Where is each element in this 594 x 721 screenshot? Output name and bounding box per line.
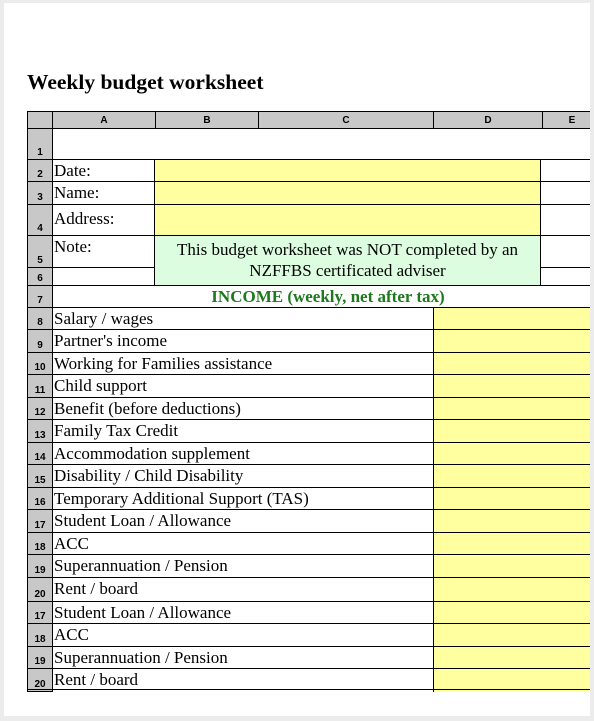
- name-label: Name:: [53, 181, 154, 205]
- income-row-label: Benefit (before deductions): [53, 397, 434, 420]
- income-row-label: Partner's income: [53, 329, 434, 353]
- income-amount-field[interactable]: [433, 623, 590, 647]
- cell-e[interactable]: [540, 159, 590, 182]
- cell-e[interactable]: [540, 181, 590, 205]
- row-number[interactable]: 18: [27, 623, 53, 647]
- column-header-b[interactable]: B: [155, 111, 259, 129]
- income-amount-field[interactable]: [433, 487, 590, 510]
- income-amount-field[interactable]: [433, 646, 590, 669]
- income-row-label: Student Loan / Allowance: [53, 509, 434, 533]
- page-title: Weekly budget worksheet: [27, 70, 264, 94]
- income-amount-field[interactable]: [433, 442, 590, 465]
- income-row-label: Student Loan / Allowance: [53, 601, 434, 624]
- row-number[interactable]: 2: [27, 159, 53, 182]
- address-label: Address:: [53, 204, 154, 236]
- row-number[interactable]: 16: [27, 487, 53, 510]
- column-header-a[interactable]: A: [52, 111, 156, 129]
- income-amount-field[interactable]: [433, 329, 590, 353]
- income-section-heading: INCOME (weekly, net after tax): [53, 285, 590, 308]
- income-amount-field[interactable]: [433, 464, 590, 488]
- income-amount-field[interactable]: [433, 577, 590, 602]
- row-number[interactable]: 6: [27, 267, 53, 286]
- income-amount-field[interactable]: [433, 419, 590, 443]
- row-number[interactable]: 7: [27, 285, 53, 308]
- income-row-label: ACC: [53, 532, 434, 555]
- column-header-d[interactable]: D: [433, 111, 543, 129]
- worksheet-page: [4, 3, 590, 716]
- income-row-label: Superannuation / Pension: [53, 646, 434, 669]
- row-divider: [27, 689, 590, 690]
- income-row-label: ACC: [53, 623, 434, 647]
- row-number[interactable]: 11: [27, 374, 53, 398]
- income-row-label: Disability / Child Disability: [53, 464, 434, 488]
- row-number[interactable]: 10: [27, 352, 53, 375]
- income-row-label: Family Tax Credit: [53, 419, 434, 443]
- income-row-label: Superannuation / Pension: [53, 554, 434, 578]
- income-amount-field[interactable]: [433, 601, 590, 624]
- date-label: Date:: [53, 159, 154, 182]
- income-row-label: Rent / board: [53, 668, 434, 692]
- cell-e[interactable]: [540, 204, 590, 236]
- name-field[interactable]: [154, 181, 541, 205]
- row-number[interactable]: 12: [27, 397, 53, 420]
- income-row-label: Working for Families assistance: [53, 352, 434, 375]
- row-number[interactable]: 14: [27, 442, 53, 465]
- corner-cell: [27, 111, 53, 129]
- income-amount-field[interactable]: [433, 307, 590, 330]
- row-number[interactable]: 20: [27, 577, 53, 602]
- row-number[interactable]: 17: [27, 509, 53, 533]
- row-6-cell[interactable]: [53, 267, 154, 286]
- income-amount-field[interactable]: [433, 554, 590, 578]
- row-number[interactable]: 17: [27, 601, 53, 624]
- row-number[interactable]: 1: [27, 128, 53, 160]
- income-row-label: Salary / wages: [53, 307, 434, 330]
- note-label: Note:: [53, 235, 154, 268]
- income-amount-field[interactable]: [433, 532, 590, 555]
- row-number[interactable]: 4: [27, 204, 53, 236]
- column-header-e[interactable]: E: [542, 111, 590, 129]
- row-number[interactable]: 15: [27, 464, 53, 488]
- date-field[interactable]: [154, 159, 541, 182]
- column-header-c[interactable]: C: [258, 111, 434, 129]
- income-row-label: Rent / board: [53, 577, 434, 602]
- address-field[interactable]: [154, 204, 541, 236]
- income-row-label: Temporary Additional Support (TAS): [53, 487, 434, 510]
- cell-e[interactable]: [540, 267, 590, 286]
- income-row-label: Accommodation supplement: [53, 442, 434, 465]
- income-amount-field[interactable]: [433, 509, 590, 533]
- row-number[interactable]: 8: [27, 307, 53, 330]
- cell-e[interactable]: [540, 235, 590, 268]
- row-number[interactable]: 18: [27, 532, 53, 555]
- row-number[interactable]: 19: [27, 554, 53, 578]
- row-1-blank[interactable]: [53, 128, 590, 160]
- income-amount-field[interactable]: [433, 374, 590, 398]
- row-number[interactable]: 13: [27, 419, 53, 443]
- disclaimer-note: This budget worksheet was NOT completed by an NZFFBS certificated adviser: [154, 235, 541, 286]
- row-number[interactable]: 20: [27, 668, 53, 692]
- income-amount-field[interactable]: [433, 397, 590, 420]
- row-number[interactable]: 5: [27, 235, 53, 268]
- income-amount-field[interactable]: [433, 352, 590, 375]
- row-number[interactable]: 19: [27, 646, 53, 669]
- row-number[interactable]: 9: [27, 329, 53, 353]
- income-row-label: Child support: [53, 374, 434, 398]
- row-number[interactable]: 3: [27, 181, 53, 205]
